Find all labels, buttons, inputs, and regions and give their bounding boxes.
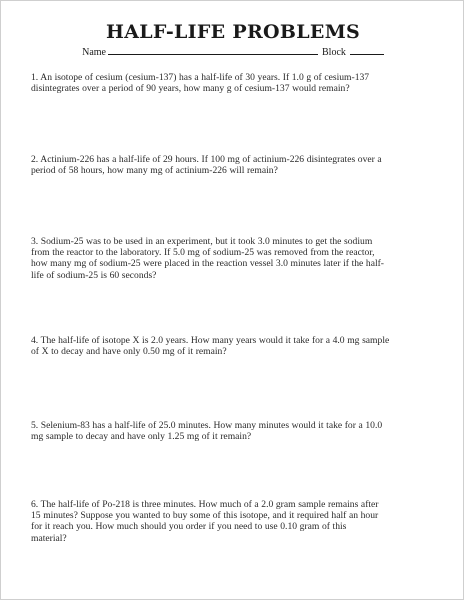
problem-4	[31, 335, 437, 357]
problem-line: life of sodium-25 is 60 seconds?	[31, 269, 157, 281]
problem-line: for it reach you. How much should you order if you need to use 0.10 gram of this	[31, 521, 347, 533]
problem-line: 15 minutes? Suppose you wanted to buy some of this isotope, and it required half an hour	[31, 510, 379, 522]
problem-line: disintegrates over a period of 90 years, how many g of cesium-137 would remain?	[31, 83, 350, 95]
block-label: Block	[322, 47, 346, 58]
problem-line: how many mg of sodium-25 were placed in the reaction vessel 3.0 minutes later if the half-	[31, 258, 385, 270]
problem-5	[31, 420, 437, 442]
problem-line: 3. Sodium-25 was to be used in an experiment, but it took 3.0 minutes to get the sodium	[31, 236, 373, 247]
problem-6	[31, 499, 437, 544]
problem-1	[31, 72, 437, 94]
name-block-line	[1, 45, 464, 58]
problem-line: of X to decay and have only 0.50 mg of it remain?	[31, 346, 227, 358]
worksheet-title: HALF-LIFE PROBLEMS	[105, 21, 361, 43]
name-field-line	[108, 45, 318, 55]
problem-line: from the reactor to the laboratory. If 5.0 mg of sodium-25 was removed from the reactor,	[31, 247, 375, 259]
problem-line: 4. The half-life of isotope X is 2.0 years. How many years would it take for a 4.0 mg sample	[31, 335, 390, 346]
problem-line: material?	[31, 532, 67, 544]
block-field-line	[350, 45, 384, 55]
problem-line: mg sample to decay and have only 1.25 mg of it remain?	[31, 431, 252, 443]
problem-line: period of 58 hours, how many mg of actinium-226 will remain?	[31, 165, 278, 177]
name-label: Name	[82, 47, 106, 58]
problem-line: 5. Selenium-83 has a half-life of 25.0 minutes. How many minutes would it take for a 10.0	[31, 420, 383, 431]
problem-2	[31, 154, 437, 176]
problem-3	[31, 236, 437, 281]
problem-line: 2. Actinium-226 has a half-life of 29 hours. If 100 mg of actinium-226 disintegrates over a	[31, 154, 382, 165]
problem-line: 6. The half-life of Po-218 is three minutes. How much of a 2.0 gram sample remains after	[31, 499, 379, 510]
problem-line: 1. An isotope of cesium (cesium-137) has a half-life of 30 years. If 1.0 g of cesium-137	[31, 72, 370, 83]
